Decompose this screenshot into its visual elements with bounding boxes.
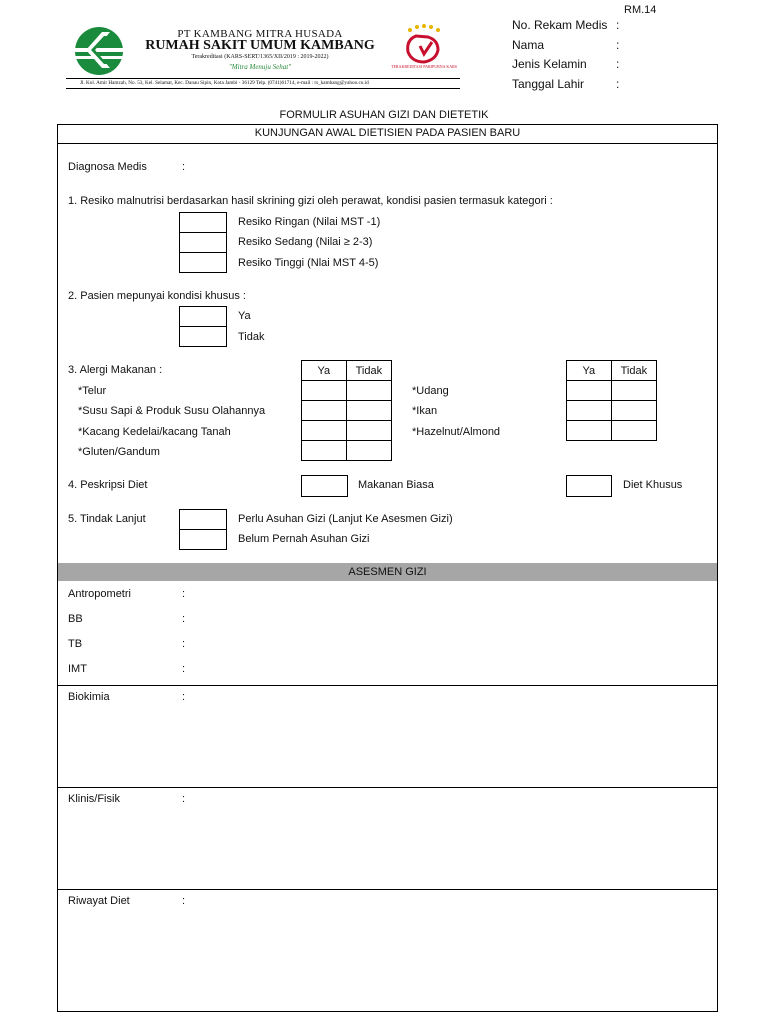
field-sep: : — [182, 793, 186, 805]
field-sep: : — [616, 57, 620, 71]
q1-option-sedang: Resiko Sedang (Nilai ≥ 2-3) — [238, 236, 373, 248]
grid-cell[interactable] — [302, 441, 347, 461]
hospital-logo — [74, 26, 124, 76]
q5-checkbox-perlu[interactable] — [179, 509, 227, 530]
diagnosa-sep: : — [182, 161, 186, 173]
grid-cell[interactable] — [567, 421, 612, 441]
q5-checkbox-belum[interactable] — [179, 529, 227, 550]
bb-label: BB — [68, 613, 83, 625]
accreditation-line: Terakreditasi (KARS-SERT/1365/XII/2019 : 2019-2022) — [191, 54, 329, 60]
grid-cell[interactable] — [346, 401, 391, 421]
motto: "Mitra Menuju Sehat" — [228, 63, 292, 71]
q1-checkbox-ringan[interactable] — [179, 212, 227, 233]
allergy-item: *Ikan — [412, 405, 438, 417]
grid-cell[interactable] — [346, 381, 391, 401]
q5-option-belum: Belum Pernah Asuhan Gizi — [238, 533, 370, 545]
riwayat-diet-label: Riwayat Diet — [68, 895, 130, 907]
grid-cell[interactable] — [302, 421, 347, 441]
allergy-item: *Susu Sapi & Produk Susu Olahannya — [78, 405, 266, 417]
q4-text: 4. Peskripsi Diet — [68, 479, 148, 491]
field-label-no-rekam-medis: No. Rekam Medis — [512, 18, 608, 32]
allergy-grid-left — [301, 360, 392, 461]
field-label-jenis-kelamin: Jenis Kelamin — [512, 57, 587, 71]
grid-cell[interactable] — [611, 421, 656, 441]
allergy-item: *Telur — [78, 385, 107, 397]
q3-text: 3. Alergi Makanan : — [68, 364, 163, 376]
field-label-tanggal-lahir: Tanggal Lahir — [512, 77, 585, 91]
company-name: PT KAMBANG MITRA HUSADA — [177, 28, 343, 40]
hospital-address: Jl. Kol. Amir Hamzah, No. 53, Kel. Selamat, Kec. Danau Sipin, Kota Jambi - 36129 Telp. (0741)61714, e-mail : rs_kambang@yahoo.co.id — [80, 80, 369, 86]
diagnosa-label: Diagnosa Medis — [68, 161, 147, 173]
grid-cell[interactable] — [567, 401, 612, 421]
q2-checkbox-tidak[interactable] — [179, 326, 227, 347]
grid-cell[interactable] — [611, 381, 656, 401]
grid-cell[interactable] — [567, 381, 612, 401]
q5-option-perlu: Perlu Asuhan Gizi (Lanjut Ke Asesmen Gizi) — [238, 513, 453, 525]
biokimia-label: Biokimia — [68, 691, 110, 703]
col-ya: Ya — [302, 361, 347, 381]
field-sep: : — [182, 588, 186, 600]
allergy-item: *Gluten/Gandum — [78, 446, 160, 458]
q1-option-tinggi: Resiko Tinggi (Nlai MST 4-5) — [238, 257, 379, 269]
hospital-name: RUMAH SAKIT UMUM KAMBANG — [145, 38, 375, 53]
field-sep: : — [182, 663, 186, 675]
field-sep: : — [616, 38, 620, 52]
col-ya: Ya — [567, 361, 612, 381]
field-sep: : — [182, 613, 186, 625]
q4-checkbox-makanan-biasa[interactable] — [301, 475, 348, 497]
antropometri-label: Antropometri — [68, 588, 131, 600]
q5-text: 5. Tindak Lanjut — [68, 513, 146, 525]
field-sep: : — [616, 77, 620, 91]
q4-option-diet-khusus: Diet Khusus — [623, 479, 683, 491]
form-subtitle: KUNJUNGAN AWAL DIETISIEN PADA PASIEN BARU — [254, 127, 521, 139]
grid-cell[interactable] — [611, 401, 656, 421]
grid-cell[interactable] — [346, 421, 391, 441]
tb-label: TB — [68, 638, 83, 650]
q1-checkbox-tinggi[interactable] — [179, 252, 227, 273]
form-title: FORMULIR ASUHAN GIZI DAN DIETETIK — [279, 109, 489, 121]
q2-text: 2. Pasien mepunyai kondisi khusus : — [68, 290, 246, 302]
col-tidak: Tidak — [346, 361, 391, 381]
q1-checkbox-sedang[interactable] — [179, 232, 227, 253]
klinis-label: Klinis/Fisik — [68, 793, 120, 805]
allergy-item: *Hazelnut/Almond — [412, 426, 501, 438]
grid-cell[interactable] — [302, 381, 347, 401]
field-sep: : — [182, 691, 186, 703]
q1-text: 1. Resiko malnutrisi berdasarkan hasil skrining gizi oleh perawat, kondisi pasien termasuk kategori : — [68, 195, 553, 207]
q2-option-tidak: Tidak — [238, 331, 265, 343]
allergy-item: *Udang — [412, 385, 449, 397]
allergy-grid-right — [566, 360, 657, 441]
q1-option-ringan: Resiko Ringan (Nilai MST -1) — [238, 216, 381, 228]
q2-checkbox-ya[interactable] — [179, 306, 227, 327]
field-sep: : — [182, 638, 186, 650]
field-label-nama: Nama — [512, 38, 545, 52]
allergy-item: *Kacang Kedelai/kacang Tanah — [78, 426, 231, 438]
field-sep: : — [616, 18, 620, 32]
kars-caption: TERAKREDITASI PARIPURNA KARS — [391, 64, 457, 69]
q2-option-ya: Ya — [238, 310, 251, 322]
asesmen-header: ASESMEN GIZI — [58, 563, 717, 581]
form-code: RM.14 — [624, 4, 657, 16]
grid-cell[interactable] — [302, 401, 347, 421]
q4-checkbox-diet-khusus[interactable] — [566, 475, 612, 497]
q4-option-makanan-biasa: Makanan Biasa — [358, 479, 434, 491]
field-sep: : — [182, 895, 186, 907]
grid-cell[interactable] — [346, 441, 391, 461]
col-tidak: Tidak — [611, 361, 656, 381]
imt-label: IMT — [68, 663, 87, 675]
